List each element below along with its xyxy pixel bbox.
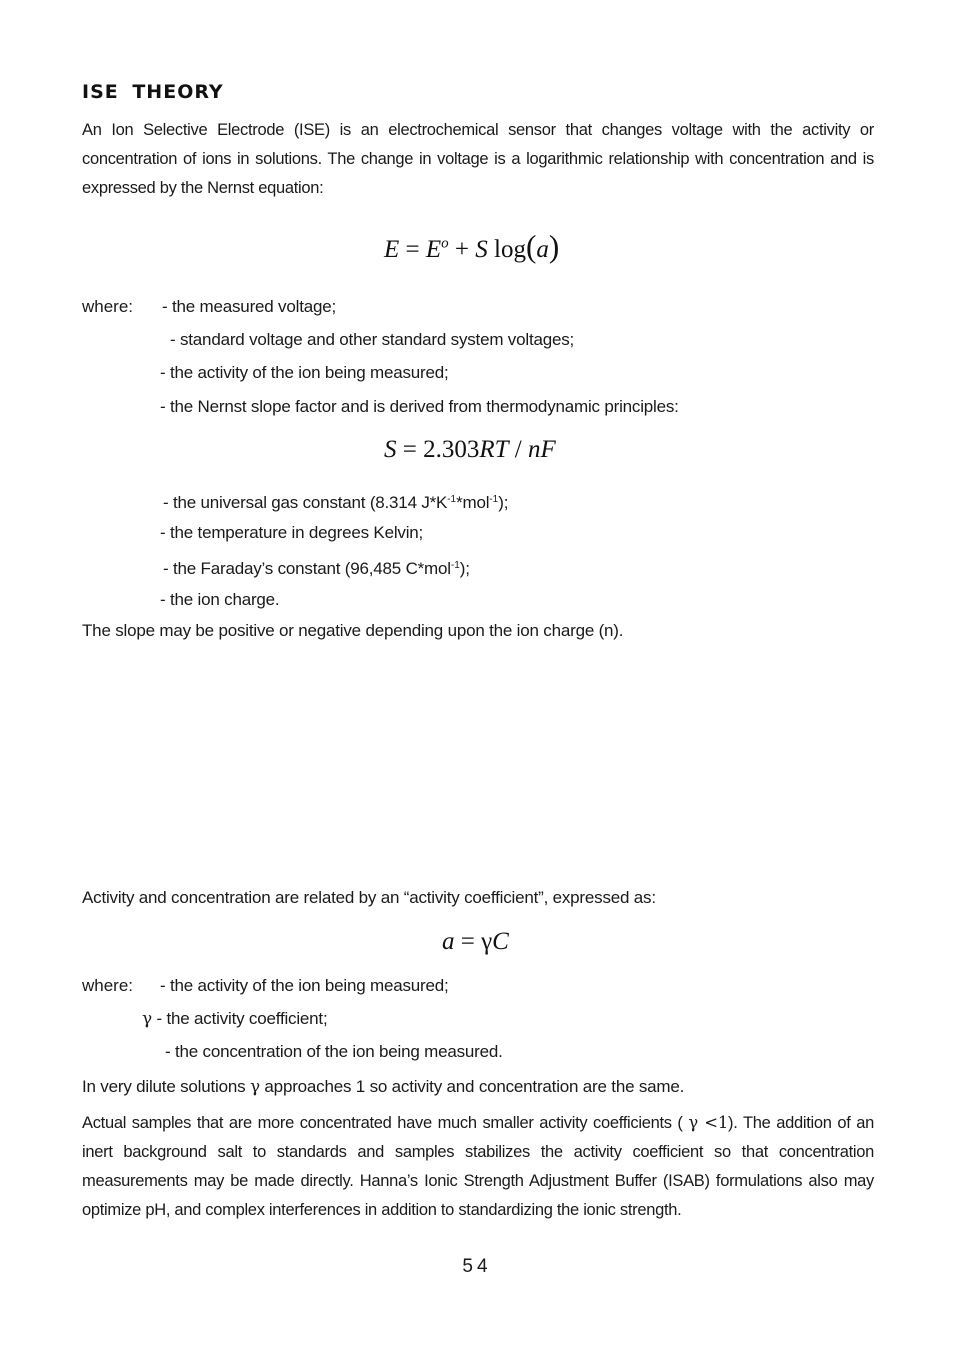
slope-eq-slash: /	[508, 436, 528, 463]
act-eq-gamma: γ	[481, 928, 493, 955]
slope-note: The slope may be positive or negative depending upon the ion charge (n).	[82, 621, 624, 640]
section-heading: ISE THEORY	[82, 81, 224, 103]
slope-eq-nf: nF	[528, 436, 556, 463]
def-concentration: - the concentration of the ion being measured.	[165, 1042, 503, 1061]
actual-prefix: Actual samples that are more concentrated have much smaller activity coefficients (	[82, 1114, 689, 1132]
def-activity: - the activity of the ion being measured;	[160, 976, 449, 995]
slope-eq-rt: RT	[479, 436, 509, 463]
eq-close-paren: )	[548, 229, 560, 264]
intro-paragraph: An Ion Selective Electrode (ISE) is an electrochemical sensor that changes voltage with the activity or concentration of ions in solutions. The change in voltage is a logarithmic relationship with concentration and is expressed by the Nernst equation:	[82, 121, 874, 197]
activity-equation	[442, 928, 509, 956]
def-e0: - standard voltage and other standard system voltages;	[170, 330, 575, 349]
nernst-equation	[384, 229, 559, 265]
def-gamma-symbol: γ	[142, 1009, 152, 1029]
eq-plus: +	[448, 236, 476, 263]
def-s: - the Nernst slope factor and is derived from thermodynamic principles:	[160, 397, 679, 416]
actual-lt: <1	[697, 1113, 729, 1132]
def-r-sup1: -1	[447, 494, 457, 505]
slope-eq-s: S	[384, 436, 397, 463]
def-n: - the ion charge.	[160, 590, 280, 609]
def-gamma	[142, 1008, 327, 1030]
eq-e0: E	[425, 236, 442, 263]
eq-open-paren: (	[525, 229, 537, 264]
eq-equals: =	[399, 236, 426, 263]
eq-log: log	[487, 236, 526, 263]
def-r-mid: *mol	[456, 493, 490, 512]
def-r-sup2: -1	[489, 494, 499, 505]
eq-e: E	[384, 236, 400, 263]
dilute-gamma: γ	[249, 1077, 260, 1097]
def-gamma-text: - the activity coefficient;	[156, 1009, 328, 1028]
act-eq-a: a	[442, 928, 455, 955]
actual-gamma: γ	[688, 1113, 698, 1132]
dilute-note	[82, 1076, 684, 1098]
act-eq-equals: =	[454, 928, 482, 955]
activity-intro: Activity and concentration are related by an “activity coefficient”, expressed as:	[82, 888, 656, 907]
def-r	[163, 489, 508, 514]
def-f	[163, 555, 470, 580]
act-eq-c: C	[492, 928, 509, 955]
where-label-1: where:	[82, 297, 134, 316]
actual-samples-paragraph	[82, 1108, 874, 1225]
def-r-text: - the universal gas constant (8.314 J*K	[163, 493, 448, 512]
def-f-text: - the Faraday’s constant (96,485 C*mol	[163, 559, 451, 578]
slope-eq-constant: = 2.303	[396, 436, 480, 463]
actual-suffix: ). The addition of an inert background salt to standards and samples stabilizes the activity coefficient so that concentration measurements may be made directly. Hanna’s Ionic Strength Adjustment Buffer (ISAB) formulations also may optimize pH, and complex interferences in addition to standardizing the ionic strength.	[82, 1114, 874, 1219]
def-e: - the measured voltage;	[162, 297, 336, 316]
slope-equation	[384, 436, 556, 464]
page-number: 54	[462, 1256, 492, 1277]
def-f-sup: -1	[450, 560, 460, 571]
eq-e0-superscript: o	[441, 235, 449, 252]
def-f-suffix: );	[459, 559, 470, 578]
dilute-prefix: In very dilute solutions	[82, 1077, 250, 1096]
dilute-suffix: approaches 1 so activity and concentration are the same.	[259, 1077, 685, 1096]
def-t: - the temperature in degrees Kelvin;	[160, 523, 424, 542]
eq-a: a	[536, 236, 549, 263]
where-label-2: where:	[82, 976, 134, 995]
def-a: - the activity of the ion being measured;	[160, 363, 449, 382]
eq-s: S	[475, 236, 488, 263]
def-r-suffix: );	[498, 493, 509, 512]
